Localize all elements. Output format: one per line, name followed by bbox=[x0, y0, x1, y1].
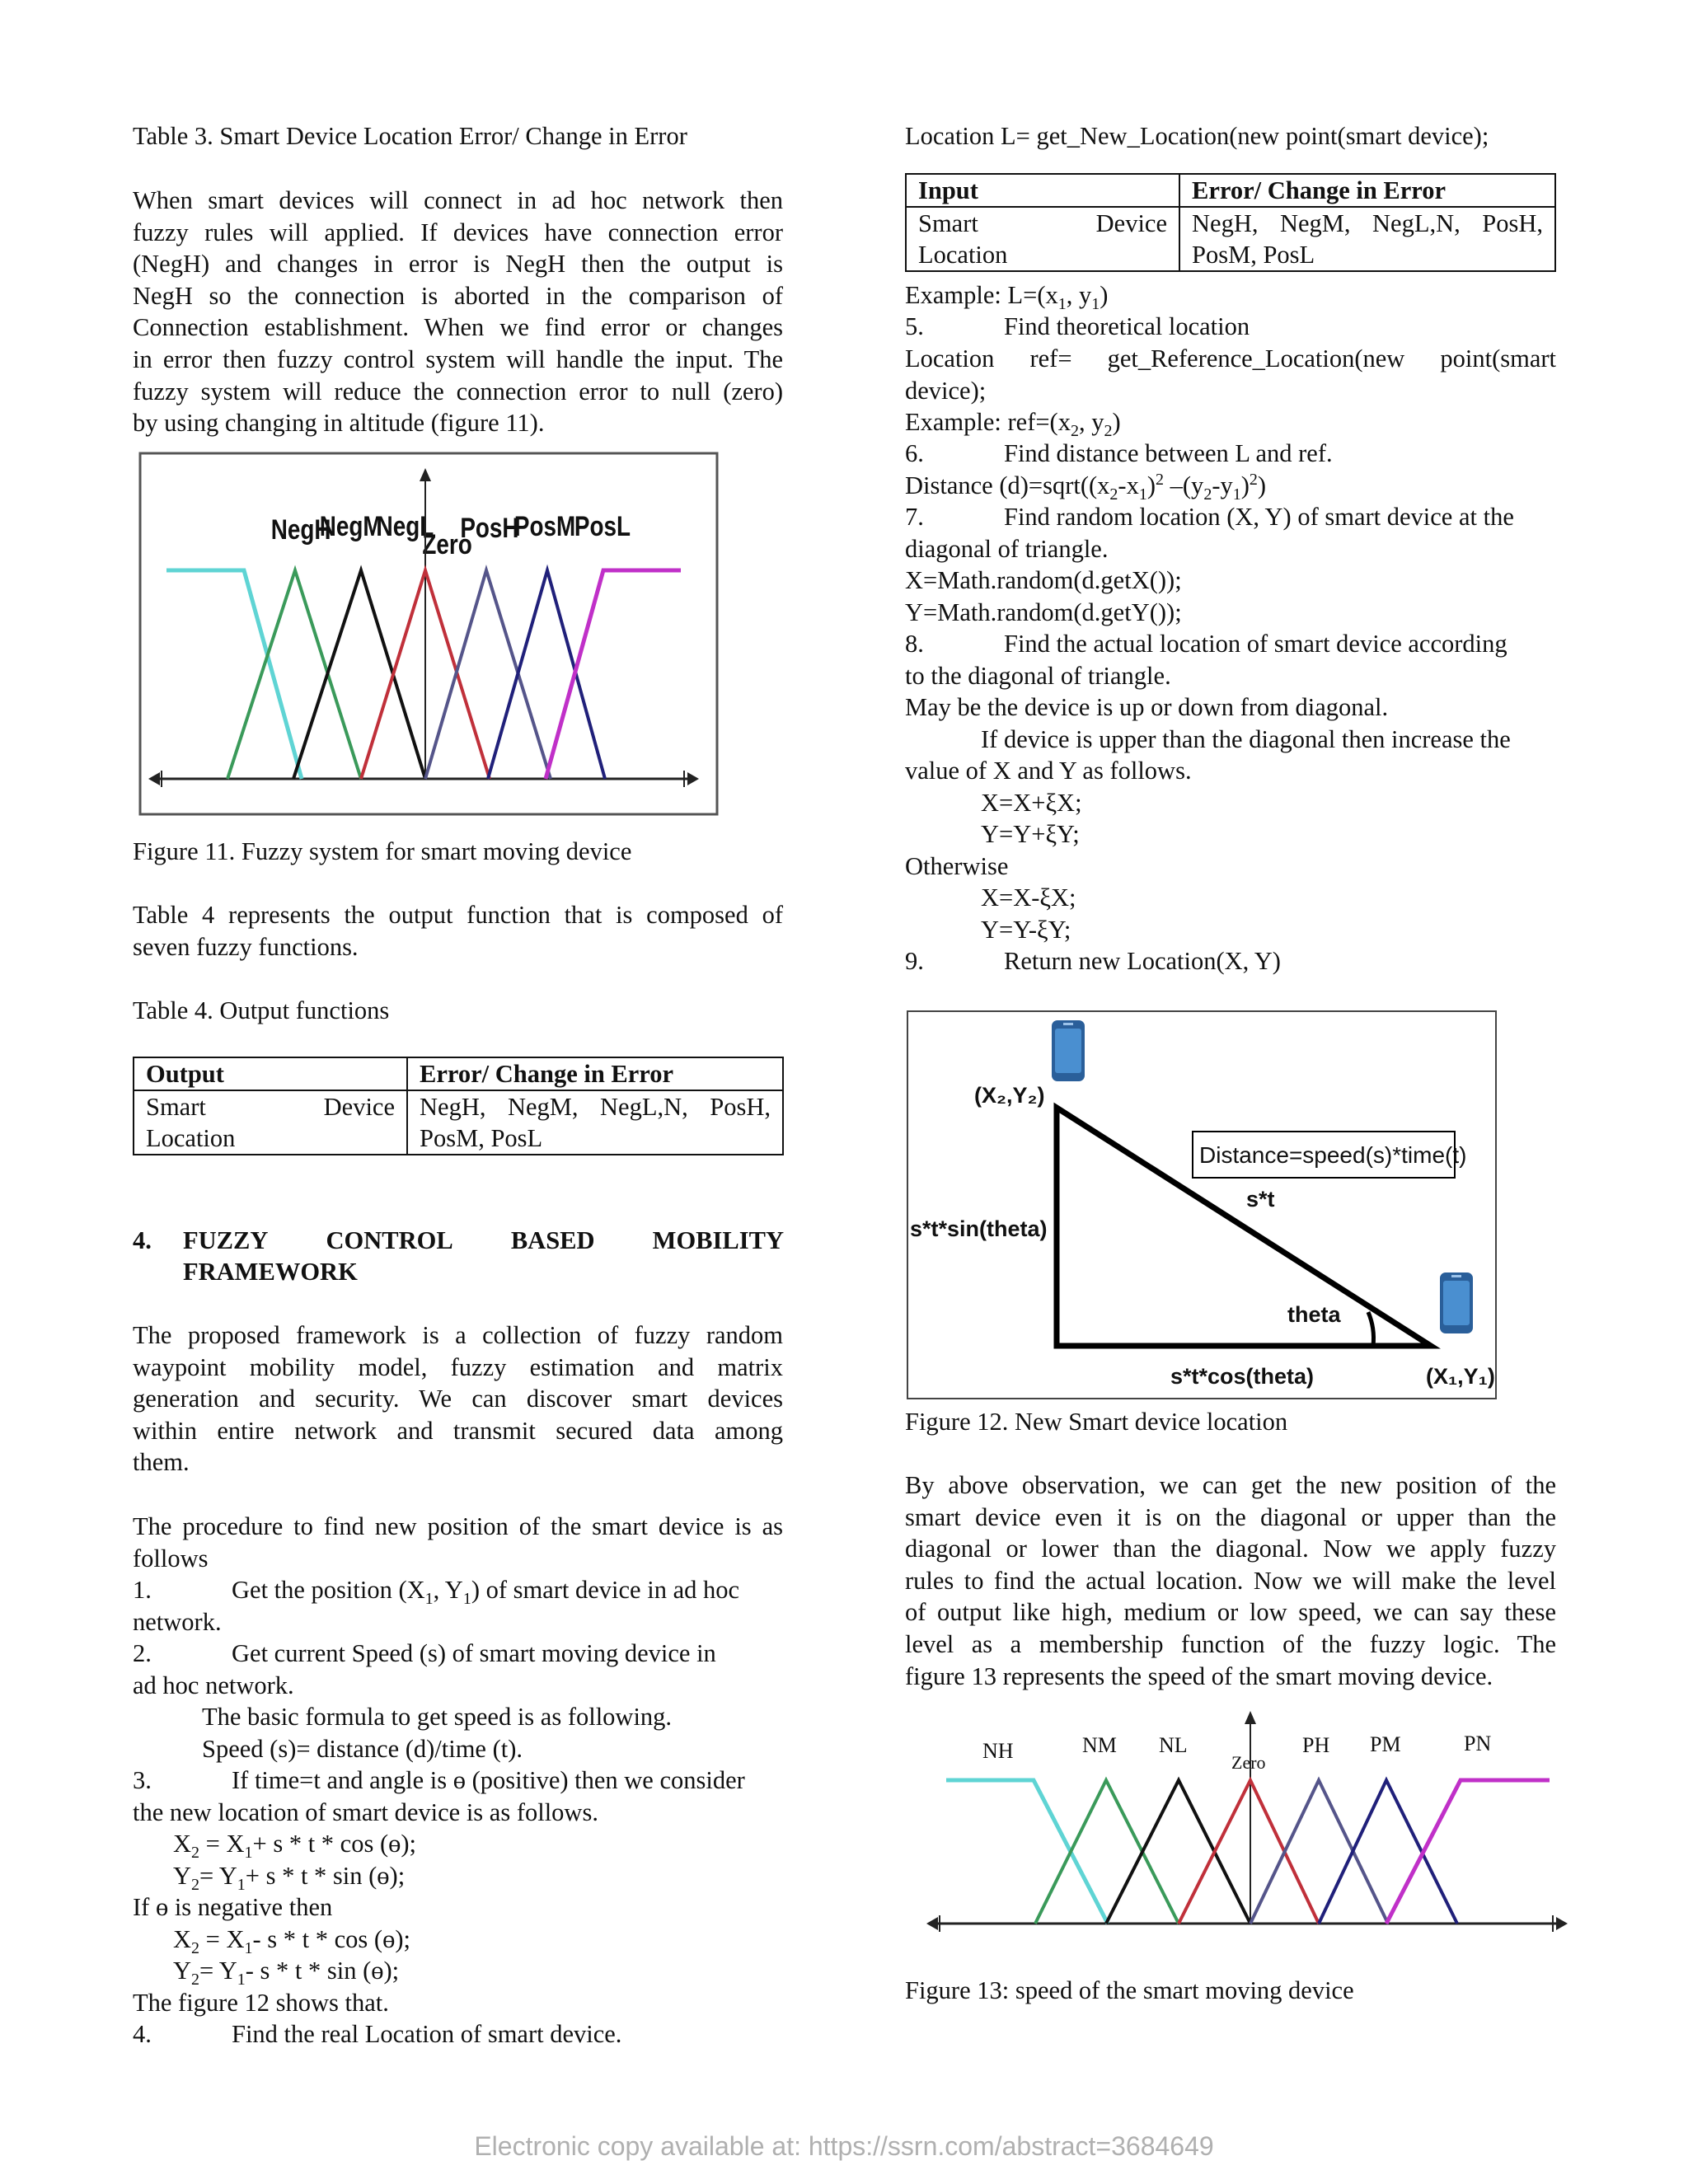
para-table4-intro: Table 4 represents the output function that is composed of seven fuzzy functions. bbox=[133, 901, 783, 961]
step2-line2: ad hoc network. bbox=[133, 1671, 294, 1699]
table4 bbox=[133, 1057, 784, 1155]
step8-line2: to the diagonal of triangle. bbox=[905, 662, 1171, 690]
label-pn: PN bbox=[1464, 1732, 1492, 1755]
step2-line1: Get current Speed (s) of smart moving device in bbox=[232, 1639, 716, 1667]
y-minus: Y=Y-ξY; bbox=[981, 916, 1071, 944]
y-plus: Y=Y+ξY; bbox=[981, 820, 1080, 848]
may-be-line: May be the device is up or down from diagonal. bbox=[905, 693, 1389, 721]
curve-nh bbox=[946, 1780, 1108, 1924]
label-x2y2: (X₂,Y₂) bbox=[974, 1083, 1045, 1108]
step2-number: 2. bbox=[133, 1639, 152, 1667]
curve-nm bbox=[1035, 1780, 1179, 1924]
section-number: 4. bbox=[133, 1226, 152, 1254]
equation-y2-neg: $Y_2= Y_1-$ s * t * sin (ɵ); bbox=[173, 1957, 400, 1990]
equation-x2-pos: $X_2 = X_1+ s * t * \cos$ (ɵ); bbox=[173, 1830, 417, 1863]
location-line: Location L= get_New_Location(new point(smart device); bbox=[905, 122, 1489, 150]
para-observation: By above observation, we can get the new position of the smart device even it is on the diagonal or upper than the diagonal or lower than the diagonal. Now we apply fuzzy rules to find the actual location. Now we will make the level of output like high, medium or low speed, we can say these level as a membership function of the fuzzy logic. The figure 13 represents the speed of the smart moving device. bbox=[905, 1471, 1556, 1690]
phone-icon-top bbox=[1052, 1020, 1085, 1081]
step6-number: 6. bbox=[905, 439, 924, 467]
para-fuzzy-rules: When smart devices will connect in ad hoc network then fuzzy rules will applied. If devices have connection error (NegH) and changes in error is NegH then the output is NegH so the connection is aborted in the comparison of Connection establishment. When we find error or changes in error then fuzzy control system will handle the input. The fuzzy system will reduce the connection error to null (zero) by using changing in altitude (figure 11). bbox=[133, 186, 783, 438]
step1-text-composite: Get the position ($X_1$, $Y_1$) of smart device in ad hoc bbox=[232, 1576, 740, 1609]
figure-11-membership bbox=[138, 452, 720, 816]
input-table bbox=[905, 173, 1556, 272]
step3-number: 3. bbox=[133, 1766, 152, 1794]
label-horizontal: s*t*cos(theta) bbox=[1170, 1364, 1315, 1389]
step3-line1: If time=t and angle is ɵ (positive) then we consider bbox=[232, 1766, 745, 1794]
label-negh: NegH bbox=[270, 513, 331, 546]
label-zero13: Zero bbox=[1231, 1752, 1266, 1773]
figure-12-border bbox=[907, 1011, 1496, 1399]
step2-formula-intro: The basic formula to get speed is as following. bbox=[202, 1703, 673, 1731]
x-plus: X=X+ξX; bbox=[981, 789, 1082, 817]
label-hypotenuse: s*t bbox=[1246, 1187, 1275, 1212]
step8-number: 8. bbox=[905, 630, 924, 658]
step3-line2: the new location of smart device is as follows. bbox=[133, 1798, 598, 1826]
example-ref: Example: $ref=(x_2$, $y_2$) bbox=[905, 408, 1121, 441]
equation-y2-pos: $Y_2= Y_1+ s * t * \sin$ (ɵ); bbox=[173, 1862, 406, 1895]
figure-13-speed bbox=[923, 1706, 1574, 1953]
label-pm: PM bbox=[1370, 1732, 1401, 1756]
step9-number: 9. bbox=[905, 947, 924, 975]
table4-cell-device: Smart Device Location bbox=[134, 1090, 407, 1155]
table3-caption: Table 3. Smart Device Location Error/ Change in Error bbox=[133, 122, 687, 150]
step7-line1: Find random location (X, Y) of smart device at the bbox=[1004, 503, 1514, 531]
figure-11-caption: Figure 11. Fuzzy system for smart moving device bbox=[133, 837, 632, 865]
figure-11-border bbox=[140, 453, 717, 814]
step5-number: 5. bbox=[905, 312, 924, 340]
label-nh: NH bbox=[982, 1739, 1014, 1763]
input-table-cell-device: Smart Device Location bbox=[906, 207, 1179, 271]
label-x1y1: (X₁,Y₁) bbox=[1426, 1364, 1495, 1389]
label-negm: NegM bbox=[319, 510, 382, 542]
label-zero: Zero bbox=[422, 528, 472, 560]
step5-text: Find theoretical location bbox=[1004, 312, 1250, 340]
figure-13-caption: Figure 13: speed of the smart moving device bbox=[905, 1976, 1354, 2004]
equation-x2-neg: $X_2 = X_1-$ s * t * cos (ɵ); bbox=[173, 1925, 410, 1958]
input-table-header-error: Error/ Change in Error bbox=[1179, 174, 1555, 207]
section-title-line2: FRAMEWORK bbox=[183, 1258, 358, 1286]
step1-line2: network. bbox=[133, 1608, 222, 1636]
step4-number: 4. bbox=[133, 2020, 152, 2048]
figure12-reference: The figure 12 shows that. bbox=[133, 1989, 389, 2017]
step1-number: 1. bbox=[133, 1576, 152, 1604]
step4-text: Find the real Location of smart device. bbox=[232, 2020, 622, 2048]
label-posh: PosH bbox=[460, 512, 519, 544]
step6-text: Find distance between L and ref. bbox=[1004, 439, 1333, 467]
para-procedure: The procedure to find new position of the smart device is as follows bbox=[133, 1512, 783, 1572]
x-minus: X=X-ξX; bbox=[981, 883, 1076, 912]
if-upper-line1: If device is upper than the diagonal then increase the bbox=[981, 725, 1511, 753]
table4-cell-values: NegH, NegM, NegL,N, PosH, PosM, PosL bbox=[407, 1090, 783, 1155]
label-posm: PosM bbox=[513, 510, 576, 542]
label-nl: NL bbox=[1159, 1733, 1188, 1757]
x-random: X=Math.random(d.getX()); bbox=[905, 566, 1182, 594]
curve-nl bbox=[1106, 1780, 1250, 1924]
label-ph: PH bbox=[1302, 1733, 1330, 1757]
table4-header-error: Error/ Change in Error bbox=[407, 1057, 783, 1090]
otherwise: Otherwise bbox=[905, 852, 1009, 880]
step8-line1: Find the actual location of smart device according bbox=[1004, 630, 1507, 658]
label-negl: NegL bbox=[376, 510, 434, 542]
y-random: Y=Math.random(d.getY()); bbox=[905, 598, 1182, 626]
negative-angle-line: If ɵ is negative then bbox=[133, 1893, 333, 1921]
section-title-line1: FUZZY CONTROL BASED MOBILITY bbox=[183, 1226, 784, 1254]
step1-line1 bbox=[232, 1574, 784, 1609]
curve-ph bbox=[1250, 1780, 1388, 1924]
table4-header-output: Output bbox=[134, 1057, 407, 1090]
label-posl: PosL bbox=[574, 510, 631, 542]
ref-location-line: Location ref= get_Reference_Location(new point(smart device); bbox=[905, 344, 1556, 405]
phone-icon-bottom bbox=[1440, 1272, 1473, 1333]
figure-12-caption: Figure 12. New Smart device location bbox=[905, 1408, 1288, 1436]
input-table-header-input: Input bbox=[906, 174, 1179, 207]
step7-number: 7. bbox=[905, 503, 924, 531]
if-upper-line2: value of X and Y as follows. bbox=[905, 757, 1192, 785]
curve-zero13 bbox=[1179, 1780, 1319, 1924]
step7-line2: diagonal of triangle. bbox=[905, 535, 1109, 563]
distance-formula: Distance $(d)=sqrt((x_2-x_1)^2$ $-(y_2-y_1)^2$) bbox=[905, 470, 1267, 504]
step9-text: Return new Location(X, Y) bbox=[1004, 947, 1281, 975]
footer-ssrn: Electronic copy available at: https://ssrn.com/abstract=3684649 bbox=[474, 2131, 1214, 2161]
para-framework: The proposed framework is a collection of fuzzy random waypoint mobility model, fuzzy estimation and matrix generation and security. We can discover smart devices within entire network and transmit secured data among them. bbox=[133, 1321, 783, 1477]
step2-formula: Speed (s)= distance (d)/time (t). bbox=[202, 1735, 523, 1763]
figure-12-triangle bbox=[907, 1010, 1497, 1399]
table4-caption: Table 4. Output functions bbox=[133, 996, 390, 1024]
curve-pn bbox=[1386, 1780, 1550, 1924]
label-theta: theta bbox=[1287, 1302, 1341, 1327]
example-l: Example: $L=(x_1$, $y_1$) bbox=[905, 281, 1109, 314]
curve-pm bbox=[1319, 1780, 1457, 1924]
input-table-cell-values: NegH, NegM, NegL,N, PosH, PosM, PosL bbox=[1179, 207, 1555, 271]
label-vertical: s*t*sin(theta) bbox=[910, 1216, 1048, 1241]
label-distance-formula: Distance=speed(s)*time(t) bbox=[1199, 1142, 1467, 1168]
label-nm: NM bbox=[1082, 1733, 1117, 1757]
